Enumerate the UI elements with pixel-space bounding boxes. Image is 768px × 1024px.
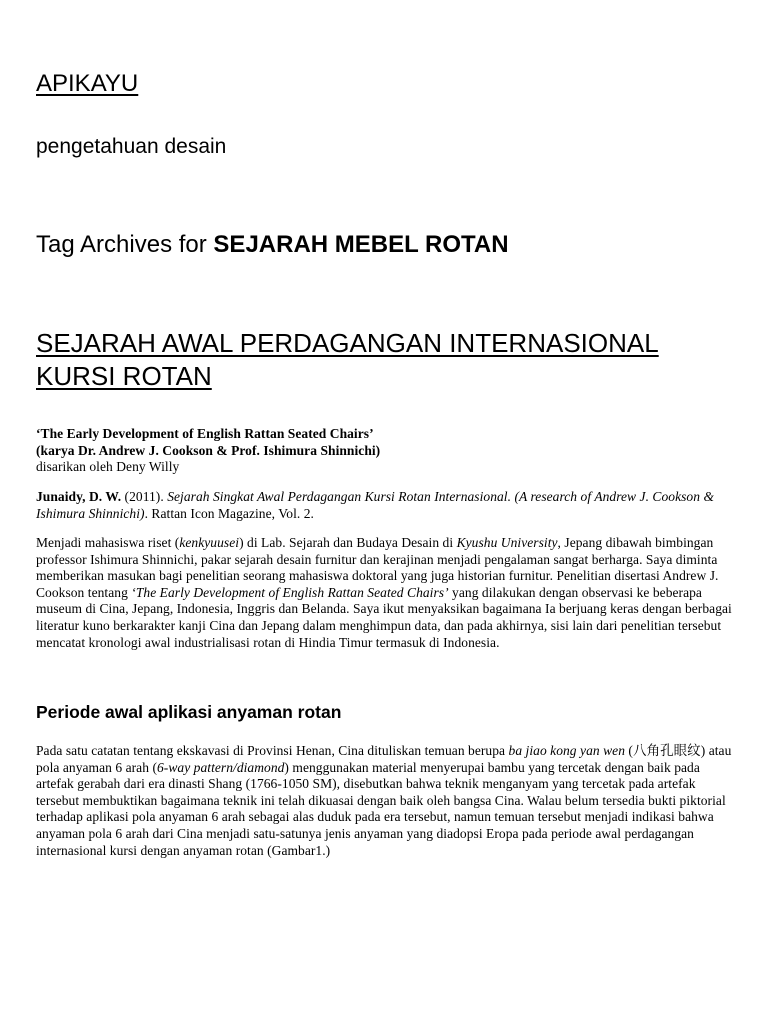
section-heading: Periode awal aplikasi anyaman rotan bbox=[36, 702, 342, 722]
intro-text-5: , Jepang dibawah bimbingan professor Ishimura Shinnichi, pakar sejarah desain furnitur dan kerajinan menjadi pengalaman sangat berharga. Saya diminta memberikan masukan bagi penelitian seorang mahasiswa doktoral yang juga historian furnitur. Penelitian disertasi Andrew J. Cookson tentang bbox=[36, 535, 719, 600]
citation-paragraph bbox=[36, 489, 736, 522]
intro-text-university: Kyushu University bbox=[456, 535, 558, 550]
intro-text-dissertation-title: ‘The Early Development of English Rattan Seated Chairs’ bbox=[131, 584, 449, 600]
post-title-link[interactable]: SEJARAH AWAL PERDAGANGAN INTERNASIONAL KURSI ROTAN bbox=[36, 328, 659, 391]
archive-heading bbox=[36, 230, 509, 260]
body-text-3: (八角孔眼纹) atau pola anyaman 6 arah ( bbox=[36, 743, 732, 775]
archive-prefix: Tag Archives for bbox=[36, 231, 214, 258]
credit-authors: (karya Dr. Andrew J. Cookson & Prof. Ishimura Shinnichi) bbox=[36, 442, 381, 458]
body-text-chinese-term: ba jiao kong yan wen bbox=[508, 743, 625, 758]
citation-title: Sejarah Singkat Awal Perdagangan Kursi Rotan Internasional. (A research of Andrew J. Cookson & Ishimura Shinnichi) bbox=[36, 489, 715, 521]
intro-text-3: ) di Lab. Sejarah dan Budaya Desain di bbox=[239, 535, 457, 550]
body-text-5: ) menggunakan material menyerupai bambu yang tercetak dengan baik pada artefak gerabah dari era dinasti Shang (1766-1050 SM), disebutkan bahwa teknik menganyam yang tercetak pada artefak tersebut membuktikan bagaimana teknik ini telah dikuasai dengan baik oleh bangsa Cina. Walau belum tersedia bukti piktorial terhadap aplikasi pola anyaman 6 arah sebagai alas duduk pada era tersebut, namun temuan tersebut menjadi indikasi bahwa anyaman pola 6 arah dari Cina menjadi satu-satunya jenis anyaman yang diadopsi Eropa pada periode awal perdagangan internasional kursi dengan anyaman rotan (Gambar1.) bbox=[36, 759, 726, 858]
body-paragraph bbox=[36, 743, 736, 859]
citation-year: (2011). bbox=[121, 489, 168, 504]
post-credit bbox=[36, 426, 736, 476]
credit-summarizer: disarikan oleh Deny Willy bbox=[36, 459, 180, 475]
intro-text-kenkyuusei: kenkyuusei bbox=[179, 535, 240, 550]
intro-text-1: Menjadi mahasiswa riset ( bbox=[36, 535, 180, 550]
body-text-1: Pada satu catatan tentang ekskavasi di Provinsi Henan, Cina dituliskan temuan berupa bbox=[36, 743, 509, 758]
archive-tag-name: SEJARAH MEBEL ROTAN bbox=[213, 231, 509, 258]
credit-source-title: ‘The Early Development of English Rattan Seated Chairs’ bbox=[36, 426, 374, 441]
intro-text-7: yang dilakukan dengan observasi ke beberapa museum di Cina, Jepang, Indonesia, Inggris dan Belanda. Saya ikut menyaksikan bagaimana Ia berjuang keras dengan berbagai literatur kuno berkarakter kanji Cina dan Jepang dalam menghimpun data, dan pada akhirnya, sisi lain dari penelitian tersebut mencatat kronologi awal industrialisasi rotan di Hindia Timur termasuk di Indonesia. bbox=[36, 584, 732, 650]
site-title-link[interactable]: APIKAYU bbox=[36, 70, 139, 97]
body-text-pattern: 6-way pattern/diamond bbox=[157, 759, 285, 775]
citation-author: Junaidy, D. W. bbox=[36, 489, 122, 504]
intro-paragraph bbox=[36, 535, 736, 651]
citation-publication: . Rattan Icon Magazine, Vol. 2. bbox=[144, 505, 314, 521]
site-tagline: pengetahuan desain bbox=[36, 135, 227, 158]
